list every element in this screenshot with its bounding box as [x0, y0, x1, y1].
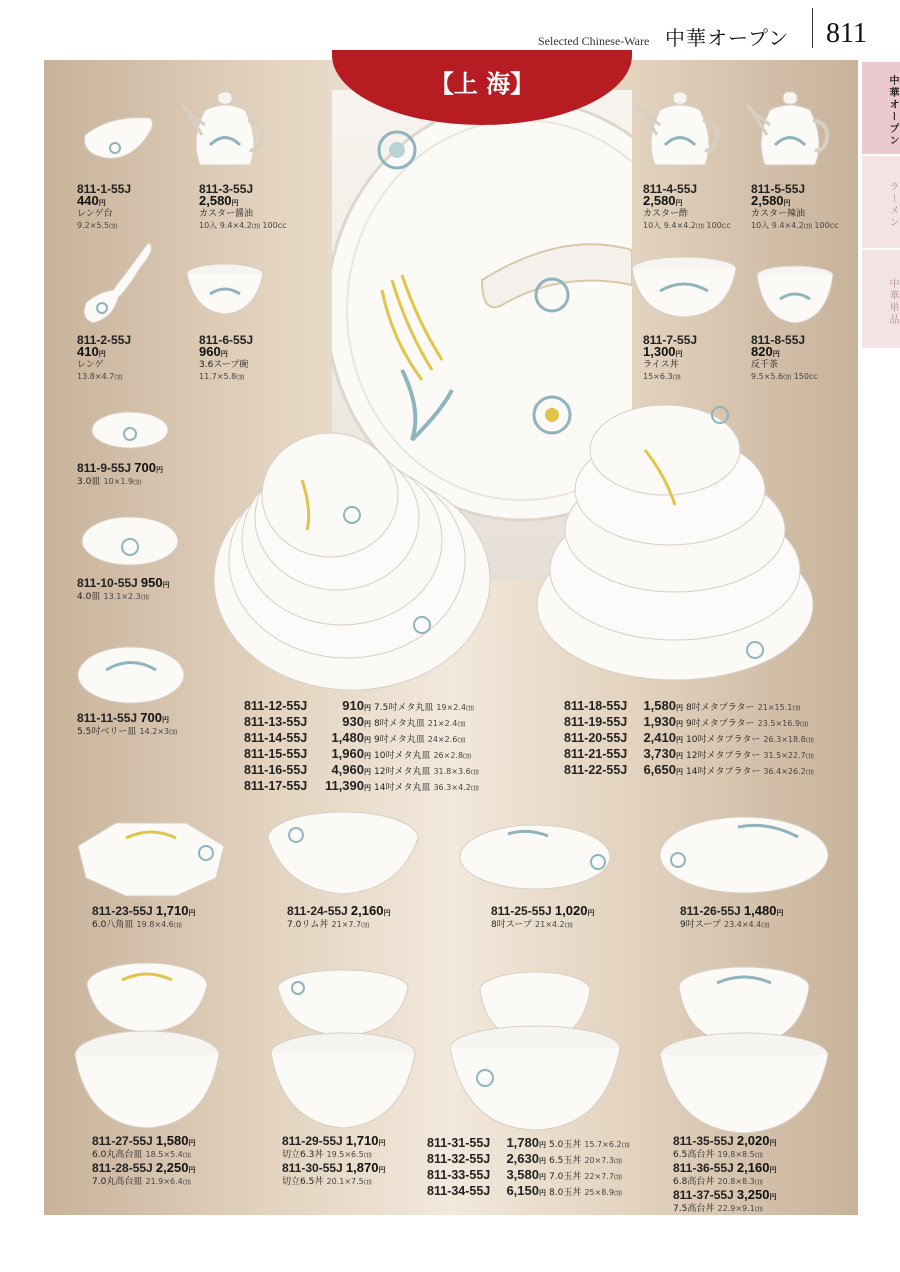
product-811-34[interactable] — [427, 1183, 622, 1201]
yen-unit: 円 — [772, 350, 780, 358]
product-price: 910 — [342, 698, 364, 713]
product-price: 1,870 — [345, 1160, 379, 1175]
product-code: 811-31-55J — [427, 1136, 491, 1150]
product-dims: 22×7.7㎝ — [584, 1172, 622, 1181]
product-price: 2,160 — [350, 903, 384, 918]
yen-unit: 円 — [676, 752, 683, 760]
footed-bowls-image — [657, 965, 832, 1135]
product-811-2[interactable] — [77, 335, 131, 382]
yen-unit: 円 — [769, 1139, 777, 1147]
product-811-23[interactable] — [92, 905, 195, 931]
product-price: 2,630 — [506, 1151, 539, 1166]
yen-unit: 円 — [776, 909, 784, 917]
yen-unit: 円 — [161, 716, 169, 724]
product-dims: 21×4.2㎝ — [535, 920, 573, 929]
product-name: 6.8高台丼 — [673, 1177, 715, 1187]
product-price: 1,300 — [643, 344, 676, 359]
product-811-11[interactable] — [77, 712, 177, 738]
yen-unit: 円 — [98, 350, 106, 358]
product-811-37[interactable] — [673, 1189, 776, 1215]
product-price: 2,250 — [155, 1160, 189, 1175]
product-code: 811-2-55J — [77, 333, 132, 347]
product-dims: 10入 9.4×4.2㎝ 100cc — [643, 221, 731, 230]
product-811-35[interactable] — [673, 1135, 776, 1161]
footed-dishes-image — [72, 960, 222, 1135]
product-price: 2,580 — [643, 193, 676, 208]
product-name: 6.0八角皿 — [92, 920, 134, 930]
product-price: 930 — [342, 714, 364, 729]
product-price: 1,480 — [331, 730, 364, 745]
soup-plate-8-image — [458, 822, 613, 897]
product-name: 3.6スープ碗 — [199, 360, 249, 370]
product-dims: 19.5×6.5㎝ — [326, 1150, 372, 1159]
product-name: カスター辣油 — [751, 209, 806, 219]
product-dims: 24×2.6㎝ — [427, 735, 466, 744]
product-name: 切立6.3丼 — [282, 1150, 324, 1160]
product-dims: 23.5×16.9㎝ — [757, 719, 808, 728]
product-dims: 21.9×6.4㎝ — [145, 1177, 191, 1186]
product-dims: 19.8×8.5㎝ — [717, 1150, 763, 1159]
page-number: 811 — [826, 18, 867, 49]
product-price: 1,710 — [155, 903, 189, 918]
header-divider — [812, 8, 813, 48]
product-code: 811-18-55J — [564, 699, 628, 713]
product-dims: 22.9×9.1㎝ — [717, 1204, 763, 1213]
product-dims: 13.8×4.7㎝ — [77, 372, 123, 381]
product-price: 1,580 — [155, 1133, 189, 1148]
product-dims: 31.8×3.6㎝ — [433, 767, 479, 776]
yen-unit: 円 — [98, 199, 106, 207]
product-name: 8吋メタプラター — [686, 703, 755, 713]
product-code: 811-16-55J — [244, 763, 308, 777]
yen-unit: 円 — [676, 736, 683, 744]
product-dims: 13.1×2.3㎝ — [103, 592, 149, 601]
side-tab-ramen[interactable] — [862, 156, 900, 248]
product-price: 2,020 — [736, 1133, 770, 1148]
product-price: 3,730 — [643, 746, 676, 761]
side-tab-label: 中華オープン — [887, 75, 898, 147]
product-dims: 10入 9.4×4.2㎝ 100cc — [199, 221, 287, 230]
product-name: 3.0皿 — [77, 477, 101, 487]
product-811-3[interactable] — [199, 184, 286, 231]
product-code: 811-25-55J — [491, 904, 552, 918]
product-811-10[interactable] — [77, 577, 170, 603]
berry-dish-image — [76, 645, 186, 710]
product-dims: 19.8×4.6㎝ — [136, 920, 182, 929]
product-price: 1,710 — [345, 1133, 379, 1148]
product-name: 7.0玉丼 — [549, 1172, 582, 1182]
yen-unit: 円 — [539, 1173, 546, 1181]
product-code: 811-14-55J — [244, 731, 308, 745]
teacup-image — [755, 265, 835, 330]
page-title: 中華オープン — [665, 26, 790, 50]
yen-unit: 円 — [378, 1139, 386, 1147]
product-dims: 18.5×5.4㎝ — [145, 1150, 191, 1159]
product-name: 12吋メタプラター — [686, 751, 761, 761]
product-name: 9吋スープ — [680, 920, 721, 930]
product-code: 811-6-55J — [199, 333, 254, 347]
product-name: 12吋メタ丸皿 — [374, 767, 431, 777]
product-dims: 36.4×26.2㎝ — [763, 767, 814, 776]
product-code: 811-13-55J — [244, 715, 308, 729]
product-price: 700 — [140, 710, 162, 725]
oval-platters-stack-image — [535, 395, 815, 685]
octagonal-plate-image — [76, 818, 226, 898]
product-name: 14吋メタプラター — [686, 767, 761, 777]
chili-oil-cruet-image — [745, 90, 835, 175]
product-811-8[interactable] — [751, 335, 818, 382]
product-code: 811-36-55J — [673, 1161, 734, 1175]
product-code: 811-1-55J — [77, 182, 132, 196]
product-price: 2,580 — [199, 193, 232, 208]
product-name: 8吋スープ — [491, 920, 532, 930]
yen-unit: 円 — [188, 1139, 196, 1147]
product-code: 811-7-55J — [643, 333, 698, 347]
product-dims: 36.3×4.2㎝ — [433, 783, 479, 792]
yen-unit: 円 — [364, 736, 371, 744]
yen-unit: 円 — [783, 199, 791, 207]
rim-bowl-image — [266, 810, 421, 898]
product-dims: 14.2×3㎝ — [139, 727, 178, 736]
product-code: 811-33-55J — [427, 1168, 491, 1182]
product-811-26[interactable] — [680, 905, 783, 931]
product-code: 811-32-55J — [427, 1152, 491, 1166]
soy-cruet-image — [180, 90, 270, 175]
product-code: 811-12-55J — [244, 699, 308, 713]
yen-unit: 円 — [675, 199, 683, 207]
product-811-9[interactable] — [77, 462, 163, 488]
product-code: 811-37-55J — [673, 1188, 734, 1202]
product-dims: 23.4×4.4㎝ — [724, 920, 770, 929]
product-dims: 26×2.8㎝ — [433, 751, 472, 760]
product-811-7[interactable] — [643, 335, 697, 382]
soup-spoon-image — [78, 238, 168, 328]
product-name: カスター酢 — [643, 209, 689, 219]
yen-unit: 円 — [539, 1141, 546, 1149]
yen-unit: 円 — [231, 199, 239, 207]
product-811-28[interactable] — [92, 1162, 195, 1188]
product-price: 960 — [199, 344, 221, 359]
yen-unit: 円 — [364, 784, 371, 792]
product-code: 811-30-55J — [282, 1161, 343, 1175]
product-dims: 20.8×8.3㎝ — [717, 1177, 763, 1186]
product-price: 1,480 — [743, 903, 777, 918]
yen-unit: 円 — [378, 1166, 386, 1174]
yen-unit: 円 — [364, 720, 371, 728]
product-code: 811-11-55J — [77, 711, 138, 725]
product-dims: 20.1×7.5㎝ — [326, 1177, 372, 1186]
product-price: 6,150 — [506, 1183, 539, 1198]
product-name: 5.5吋ベリー皿 — [77, 727, 137, 737]
product-code: 811-3-55J — [199, 182, 254, 196]
product-811-27[interactable] — [92, 1135, 195, 1161]
product-name: 10吋メタ丸皿 — [374, 751, 431, 761]
product-dims: 21×15.1㎝ — [757, 703, 801, 712]
product-code: 811-23-55J — [92, 904, 153, 918]
product-name: 6.5玉丼 — [549, 1156, 582, 1166]
product-name: 7.5吋メタ丸皿 — [374, 703, 434, 713]
rice-bowl-image — [630, 255, 738, 325]
product-price: 2,410 — [643, 730, 676, 745]
yen-unit: 円 — [676, 768, 683, 776]
product-name: 6.0丸高台皿 — [92, 1150, 143, 1160]
product-price: 11,390 — [324, 778, 364, 793]
product-price: 3,250 — [736, 1187, 770, 1202]
product-dims: 10×1.9㎝ — [103, 477, 142, 486]
product-price: 700 — [134, 460, 156, 475]
product-price: 2,160 — [736, 1160, 770, 1175]
yen-unit: 円 — [539, 1189, 546, 1197]
side-tab-chuka-open[interactable] — [862, 62, 900, 154]
product-price: 820 — [751, 344, 773, 359]
product-name: レンゲ — [77, 360, 104, 370]
product-price: 4,960 — [331, 762, 364, 777]
product-name: 14吋メタ丸皿 — [374, 783, 431, 793]
yen-unit: 円 — [675, 350, 683, 358]
product-price: 1,020 — [554, 903, 588, 918]
product-name: ライス丼 — [643, 360, 679, 370]
product-811-24[interactable] — [287, 905, 390, 931]
product-name: レンゲ台 — [77, 209, 113, 219]
product-price: 1,960 — [331, 746, 364, 761]
yen-unit: 円 — [539, 1157, 546, 1165]
product-code: 811-35-55J — [673, 1134, 734, 1148]
tama-bowls-image — [445, 968, 625, 1133]
product-price: 1,930 — [643, 714, 676, 729]
product-name: 7.0丸高台皿 — [92, 1177, 143, 1187]
product-code: 811-34-55J — [427, 1184, 491, 1198]
product-name: 8吋メタ丸皿 — [374, 719, 425, 729]
yen-unit: 円 — [188, 1166, 196, 1174]
product-811-4[interactable] — [643, 184, 730, 231]
product-code: 811-4-55J — [643, 182, 698, 196]
yen-unit: 円 — [162, 581, 170, 589]
product-code: 811-24-55J — [287, 904, 348, 918]
product-code: 811-27-55J — [92, 1134, 153, 1148]
product-name: 反千茶 — [751, 360, 779, 370]
product-price: 410 — [77, 344, 99, 359]
product-811-22[interactable] — [564, 762, 814, 780]
product-price: 6,650 — [643, 762, 676, 777]
product-code: 811-20-55J — [564, 731, 628, 745]
product-name: 7.0リム丼 — [287, 920, 329, 930]
side-tab-label: ラーメン — [887, 181, 898, 229]
yen-unit: 円 — [155, 466, 163, 474]
product-811-5[interactable] — [751, 184, 838, 231]
yen-unit: 円 — [676, 704, 683, 712]
product-price: 2,580 — [751, 193, 784, 208]
round-plates-stack-image — [212, 400, 492, 690]
product-811-36[interactable] — [673, 1162, 776, 1188]
product-price: 1,580 — [643, 698, 676, 713]
plate-4-image — [80, 515, 180, 570]
vinegar-cruet-image — [635, 90, 725, 175]
product-price: 1,780 — [506, 1135, 539, 1150]
product-code: 811-17-55J — [244, 779, 308, 793]
product-code: 811-22-55J — [564, 763, 628, 777]
product-dims: 25×8.9㎝ — [584, 1188, 622, 1197]
yen-unit: 円 — [676, 720, 683, 728]
product-code: 811-19-55J — [564, 715, 628, 729]
yen-unit: 円 — [769, 1193, 777, 1201]
product-dims: 21×7.7㎝ — [331, 920, 370, 929]
product-dims: 15.7×6.2㎝ — [584, 1140, 630, 1149]
product-811-29[interactable] — [282, 1135, 385, 1161]
product-name: 6.5高台丼 — [673, 1150, 715, 1160]
product-price: 440 — [77, 193, 99, 208]
product-code: 811-10-55J — [77, 576, 138, 590]
yen-unit: 円 — [364, 768, 371, 776]
product-name: カスター醤油 — [199, 209, 254, 219]
yen-unit: 円 — [383, 909, 391, 917]
product-dims: 26.3×18.8㎝ — [763, 735, 814, 744]
yen-unit: 円 — [769, 1166, 777, 1174]
product-code: 811-9-55J — [77, 461, 132, 475]
product-811-6[interactable] — [199, 335, 253, 382]
product-811-25[interactable] — [491, 905, 594, 931]
product-code: 811-26-55J — [680, 904, 741, 918]
header-subtitle: Selected Chinese-Ware — [538, 34, 650, 48]
yen-unit: 円 — [364, 704, 371, 712]
yen-unit: 円 — [364, 752, 371, 760]
side-tab-chuka-tanpin[interactable] — [862, 250, 900, 348]
product-name: 9吋メタプラター — [686, 719, 755, 729]
product-811-17[interactable] — [244, 778, 479, 796]
side-tab-label: 中華単品 — [887, 278, 898, 326]
product-code: 811-5-55J — [751, 182, 806, 196]
product-dims: 9.2×5.5㎝ — [77, 221, 118, 230]
product-name: 8.0玉丼 — [549, 1188, 582, 1198]
product-dims: 15×6.3㎝ — [643, 372, 681, 381]
product-name: 7.5高台丼 — [673, 1204, 715, 1214]
small-plate-image — [90, 410, 170, 455]
yen-unit: 円 — [220, 350, 228, 358]
product-price: 3,580 — [506, 1167, 539, 1182]
straight-bowls-image — [268, 968, 418, 1133]
product-811-1[interactable] — [77, 184, 131, 231]
product-code: 811-8-55J — [751, 333, 806, 347]
product-dims: 20×7.3㎝ — [584, 1156, 622, 1165]
product-code: 811-28-55J — [92, 1161, 153, 1175]
series-banner-label: 【上 海】 — [429, 69, 535, 98]
yen-unit: 円 — [587, 909, 595, 917]
spoon-rest-image — [80, 110, 160, 170]
soup-bowl-image — [185, 262, 265, 320]
product-code: 811-15-55J — [244, 747, 308, 761]
product-name: 5.0玉丼 — [549, 1140, 582, 1150]
product-name: 9吋メタ丸皿 — [374, 735, 425, 745]
soup-plate-9-image — [658, 815, 830, 897]
product-price: 950 — [140, 575, 163, 590]
product-name: 4.0皿 — [77, 592, 101, 602]
product-811-30[interactable] — [282, 1162, 385, 1188]
product-dims: 9.5×5.6㎝ 150cc — [751, 372, 818, 381]
yen-unit: 円 — [188, 909, 196, 917]
product-dims: 19×2.4㎝ — [436, 703, 474, 712]
product-code: 811-21-55J — [564, 747, 628, 761]
product-name: 切立6.5丼 — [282, 1177, 324, 1187]
product-code: 811-29-55J — [282, 1134, 343, 1148]
product-name: 10吋メタプラター — [686, 735, 761, 745]
product-dims: 21×2.4㎝ — [427, 719, 466, 728]
product-dims: 11.7×5.8㎝ — [199, 372, 245, 381]
product-dims: 10入 9.4×4.2㎝ 100cc — [751, 221, 839, 230]
product-dims: 31.5×22.7㎝ — [763, 751, 814, 760]
